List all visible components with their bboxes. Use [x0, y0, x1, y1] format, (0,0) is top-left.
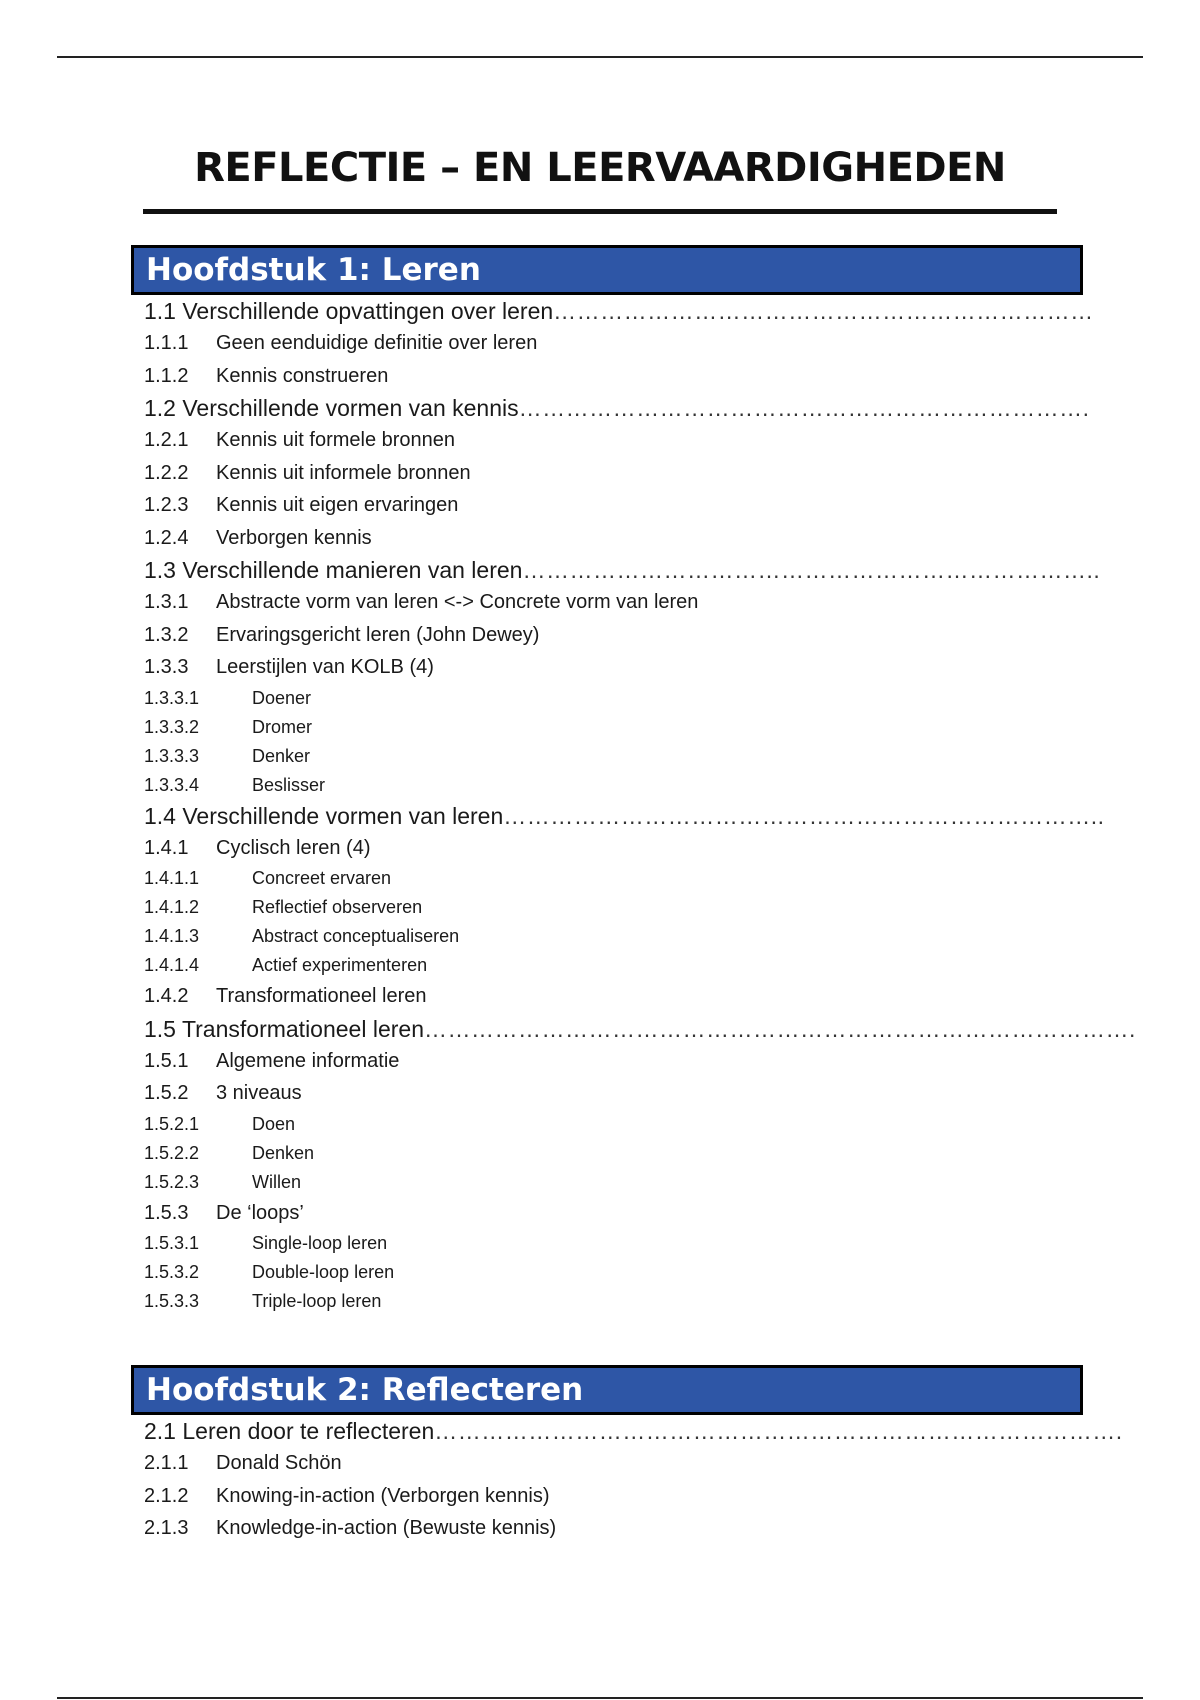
toc-entry-number: 1.2.3	[144, 494, 189, 516]
toc-entry-title: Kennis construeren	[216, 364, 389, 387]
toc-entry[interactable]	[131, 360, 1071, 393]
toc-entry-title: Knowledge-in-action (Bewuste kennis)	[216, 1517, 557, 1539]
toc-entry-title: Double-loop leren	[252, 1262, 395, 1282]
chapter-2-toc	[131, 1415, 1123, 1545]
toc-entry-title: 1.4 Verschillende vormen van leren	[144, 802, 504, 829]
toc-entry[interactable]	[131, 742, 1071, 771]
page-top-rule	[57, 56, 1143, 58]
toc-entry-number: 1.4.1.3	[144, 926, 200, 946]
toc-entry[interactable]	[131, 1139, 1071, 1168]
toc-entry[interactable]	[131, 1447, 1071, 1480]
toc-entry[interactable]	[131, 295, 1094, 327]
toc-leader-dots: ……………………………………………………………………………….	[424, 1015, 1136, 1042]
toc-entry-number: 1.3.3.1	[144, 687, 200, 708]
toc-entry-title: Doener	[252, 687, 312, 708]
toc-entry-number: 1.4.1	[144, 836, 189, 859]
toc-entry-number: 1.5.2.3	[144, 1171, 200, 1192]
chapter-1	[131, 245, 1136, 1316]
toc-entry-number: 1.3.3.2	[144, 716, 200, 737]
toc-entry-title: Triple-loop leren	[252, 1291, 382, 1311]
toc-entry[interactable]	[131, 1045, 1071, 1078]
toc-entry-number: 1.3.3	[144, 656, 189, 678]
toc-leader-dots: …………………………………………………………………………….	[434, 1418, 1123, 1444]
toc-entry[interactable]	[131, 586, 1071, 619]
toc-entry[interactable]	[131, 457, 1071, 490]
toc-leader-dots: ………………………………………………………………..	[522, 557, 1101, 583]
toc-entry[interactable]	[131, 951, 1071, 980]
toc-entry[interactable]	[131, 864, 1071, 893]
toc-entry-title: Reflectief observeren	[252, 897, 423, 917]
toc-entry[interactable]	[131, 832, 1071, 865]
toc-entry-title: Kennis uit informele bronnen	[216, 461, 471, 484]
toc-entry-title: Verborgen kennis	[216, 526, 372, 549]
toc-entry[interactable]	[131, 684, 1071, 713]
toc-entry-title: 2.1 Leren door te reflecteren	[144, 1418, 435, 1444]
toc-entry[interactable]	[131, 893, 1071, 922]
toc-entry-title: Abstracte vorm van leren <-> Concrete vorm van leren	[216, 591, 699, 613]
toc-entry[interactable]	[131, 1512, 1071, 1545]
toc-entry-title: Concreet ervaren	[252, 868, 392, 888]
toc-entry-number: 1.1.1	[144, 332, 189, 354]
toc-entry-title: Dromer	[252, 716, 313, 737]
toc-entry-number: 2.1.1	[144, 1452, 189, 1474]
toc-entry-title: Willen	[252, 1171, 302, 1192]
toc-entry-title: Geen eenduidige definitie over leren	[216, 332, 538, 354]
toc-entry[interactable]	[131, 1013, 1136, 1045]
toc-entry-title: Cyclisch leren (4)	[216, 836, 371, 859]
toc-entry-title: 1.3 Verschillende manieren van leren	[144, 557, 523, 583]
toc-entry[interactable]	[131, 1258, 1071, 1287]
toc-entry-number: 1.2.4	[144, 526, 189, 549]
toc-entry[interactable]	[131, 800, 1105, 832]
toc-entry-number: 1.4.1.2	[144, 897, 200, 917]
chapter-1-toc	[131, 295, 1136, 1316]
toc-entry-number: 1.5.3.1	[144, 1233, 200, 1253]
toc-entry[interactable]	[131, 1287, 1071, 1316]
toc-entry-title: Denker	[252, 745, 311, 766]
toc-entry-title: Denken	[252, 1142, 315, 1163]
toc-entry-number: 1.3.2	[144, 623, 189, 646]
toc-leader-dots: ……………………………………………………………….	[518, 395, 1090, 421]
toc-entry-title: Abstract conceptualiseren	[252, 926, 460, 946]
toc-entry[interactable]	[131, 1168, 1071, 1197]
toc-entry-number: 1.1.2	[144, 364, 189, 387]
chapter-2	[131, 1365, 1123, 1545]
toc-entry-title: Single-loop leren	[252, 1233, 388, 1253]
toc-entry[interactable]	[131, 489, 1071, 522]
toc-entry-number: 1.5.3.3	[144, 1291, 200, 1311]
toc-entry-title: Leerstijlen van KOLB (4)	[216, 656, 434, 678]
toc-entry-number: 1.5.2.1	[144, 1113, 200, 1134]
chapter-1-header: Hoofdstuk 1: Leren	[131, 245, 1083, 295]
toc-entry-number: 1.3.3.3	[144, 745, 200, 766]
toc-entry-number: 1.5.3	[144, 1201, 189, 1224]
toc-entry-title: Donald Schön	[216, 1452, 342, 1474]
toc-entry[interactable]	[131, 713, 1071, 742]
toc-entry[interactable]	[131, 922, 1071, 951]
toc-entry-number: 1.5.2.2	[144, 1142, 200, 1163]
toc-leader-dots: …………………………………………………………………..	[503, 802, 1105, 829]
toc-entry-title: Kennis uit eigen ervaringen	[216, 494, 459, 516]
toc-entry[interactable]	[131, 771, 1071, 800]
toc-entry-number: 1.2.2	[144, 461, 189, 484]
toc-entry-number: 1.5.1	[144, 1049, 189, 1072]
title-underline	[143, 209, 1057, 214]
toc-entry-title: 1.1 Verschillende opvattingen over leren	[144, 298, 554, 324]
toc-entry[interactable]	[131, 980, 1071, 1013]
toc-entry-title: Actief experimenteren	[252, 955, 428, 975]
toc-entry-title: Beslisser	[252, 774, 326, 795]
toc-entry-title: De ‘loops’	[216, 1201, 304, 1224]
toc-entry-number: 1.2.1	[144, 429, 189, 451]
toc-entry[interactable]	[131, 619, 1071, 652]
toc-entry-number: 2.1.3	[144, 1517, 189, 1539]
toc-entry-number: 1.4.1.4	[144, 955, 200, 975]
toc-entry[interactable]	[131, 392, 1090, 424]
chapter-2-header: Hoofdstuk 2: Reflecteren	[131, 1365, 1083, 1415]
toc-entry[interactable]	[131, 424, 1071, 457]
toc-entry[interactable]	[131, 1110, 1071, 1139]
toc-entry-number: 1.4.2	[144, 985, 189, 1007]
toc-entry-title: 1.5 Transformationeel leren	[144, 1015, 424, 1042]
toc-entry[interactable]	[131, 522, 1071, 555]
toc-entry[interactable]	[131, 554, 1101, 586]
toc-leader-dots: ……………………………………………………………	[553, 298, 1094, 324]
toc-entry-number: 1.4.1.1	[144, 868, 200, 888]
toc-entry-number: 1.3.3.4	[144, 774, 200, 795]
toc-entry[interactable]	[131, 1077, 1071, 1110]
toc-entry-title: Ervaringsgericht leren (John Dewey)	[216, 623, 540, 646]
toc-entry-title: Doen	[252, 1113, 296, 1134]
toc-entry-title: Transformationeel leren	[216, 985, 427, 1007]
toc-entry-number: 2.1.2	[144, 1484, 189, 1507]
toc-entry-number: 1.3.1	[144, 591, 189, 613]
toc-entry-number: 1.5.3.2	[144, 1262, 200, 1282]
toc-entry[interactable]	[131, 651, 1071, 684]
page-bottom-rule	[57, 1697, 1143, 1699]
toc-entry[interactable]	[131, 1480, 1071, 1513]
toc-entry-title: Kennis uit formele bronnen	[216, 429, 456, 451]
toc-entry[interactable]	[131, 327, 1071, 360]
toc-entry-title: 1.2 Verschillende vormen van kennis	[144, 395, 519, 421]
toc-entry-title: Algemene informatie	[216, 1049, 400, 1072]
toc-entry-number: 1.5.2	[144, 1082, 189, 1104]
document-title: REFLECTIE – EN LEERVAARDIGHEDEN	[194, 145, 1006, 191]
toc-entry[interactable]	[131, 1415, 1123, 1447]
toc-entry-title: 3 niveaus	[216, 1082, 302, 1104]
toc-entry[interactable]	[131, 1229, 1071, 1258]
toc-entry-title: Knowing-in-action (Verborgen kennis)	[216, 1484, 550, 1507]
toc-entry[interactable]	[131, 1197, 1071, 1230]
